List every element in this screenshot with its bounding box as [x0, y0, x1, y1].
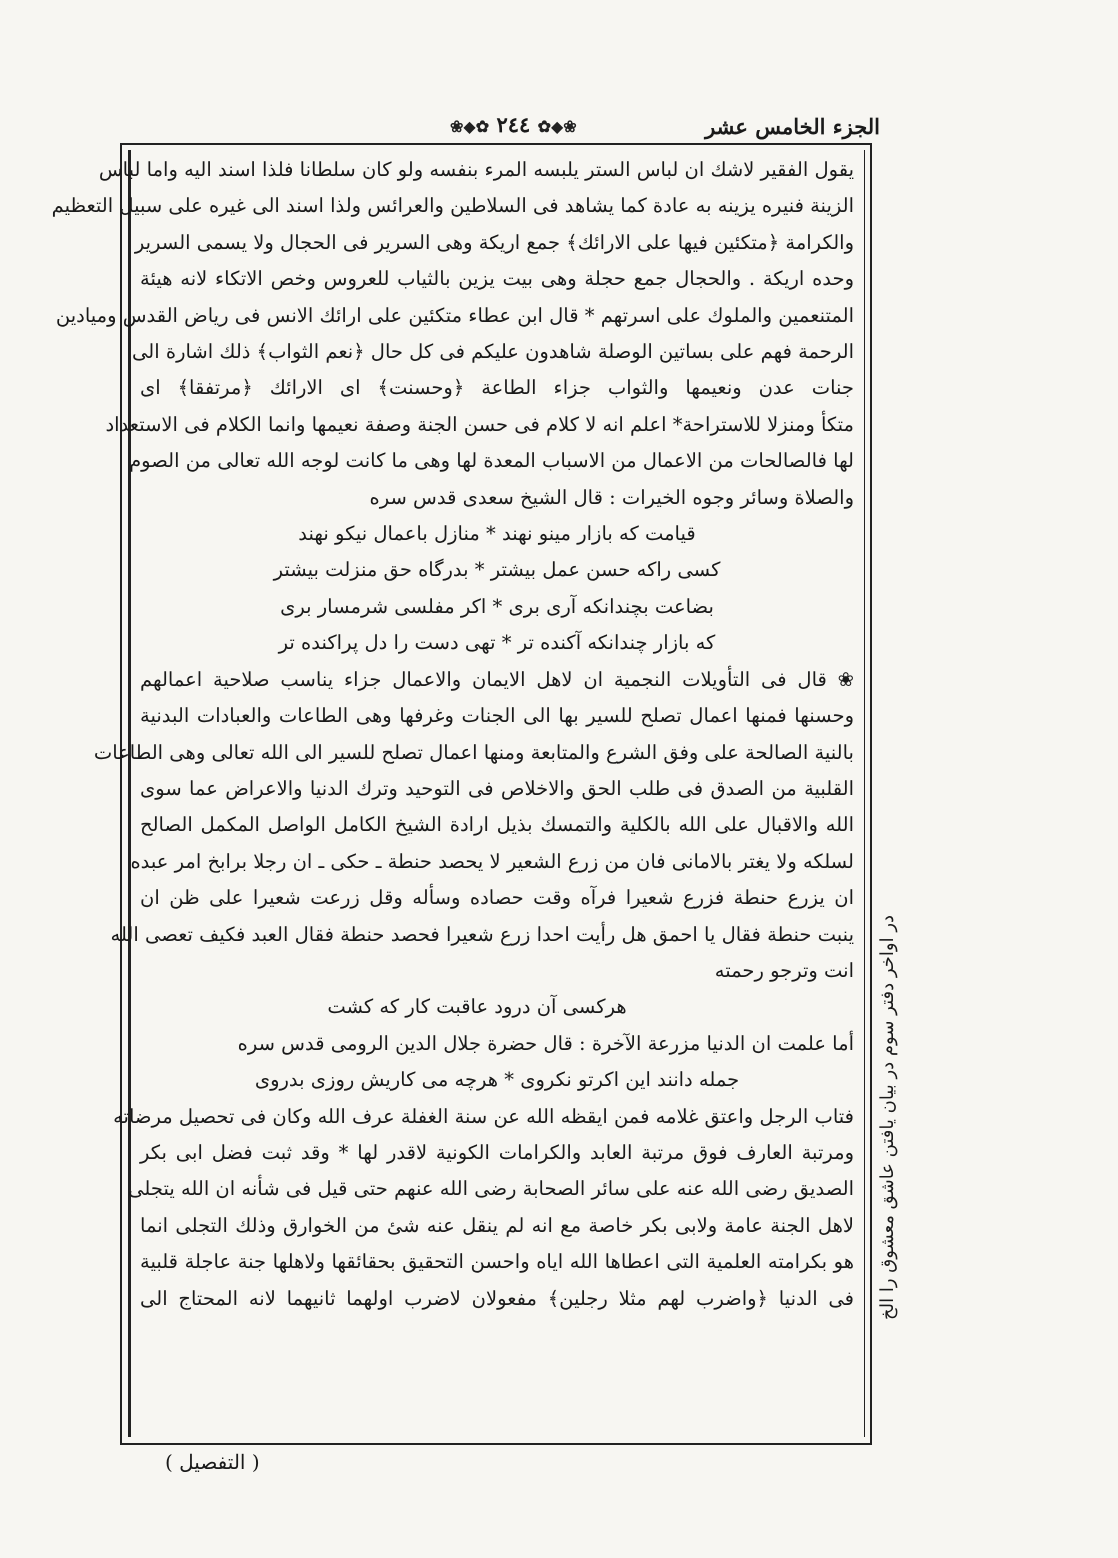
text-line: وحده اريكة . والحجال جمع حجلة وهى بيت يزين بالثياب للعروس وخص الاتكاء لانه هيئة: [140, 267, 854, 291]
text-line: هو بكرامته العلمية التى اعطاها الله اياه واحسن التحقيق بحقائقها ولاهلها جنة عاجلة قلبية: [140, 1250, 854, 1274]
text-line: أما علمت ان الدنيا مزرعة الآخرة : قال حضرة جلال الدين الرومى قدس سره: [237, 1031, 854, 1055]
text-line: فتاب الرجل واعتق غلامه فمن ايقظه الله عن سنة الغفلة عرف الله وكان فى تحصيل مرضاته: [113, 1104, 854, 1128]
text-line: القلبية من الصدق فى طلب الحق والاخلاص فى التوحيد وترك الدنيا والاعراض عما سوى: [140, 776, 854, 800]
text-line: فى الدنيا ﴿واضرب لهم مثلا رجلين﴾ مفعولان لاضرب اولهما ثانيهما لانه المحتاج الى: [140, 1286, 854, 1310]
verse-line: كسى راكه حسن عمل بيشتر * بدرگاه حق منزلت بيشتر: [273, 558, 721, 582]
text-line: ان يزرع حنطة فزرع شعيرا فرآه وقت حصاده وسأله وقل زرعت شعيرا على ظن ان: [140, 886, 854, 910]
running-head: [120, 112, 880, 146]
text-line: وحسنها فمنها اعمال تصلح للسير بها الى الجنات وغرفها وهى الطاعات والعبادات البدنية: [140, 704, 854, 728]
text-line: لها فالصالحات من الاعمال من الاسباب المعدة لها وهى ما كانت لوجه الله تعالى من الصوم: [129, 449, 854, 473]
text-line: والكرامة ﴿متكئين فيها على الارائك﴾ جمع اريكة وهى السرير فى الحجال ولا يسمى السرير: [134, 230, 854, 254]
catchword: ( التفصيل ): [165, 1450, 260, 1474]
text-line: الصديق رضى الله عنه على سائر الصحابة رضى الله عنهم حتى قيل فى شأنه ان الله يتجلى: [128, 1177, 854, 1201]
margin-note-text: در اواخر دفتر سوم در بيان يافتن عاشق معشوق را الخ: [877, 915, 898, 1321]
part-title: الجزء الخامس عشر: [705, 114, 880, 139]
text-line: والصلاة وسائر وجوه الخيرات : قال الشيخ سعدى قدس سره: [369, 485, 854, 509]
verse-line: جمله دانند اين اكرتو نكروى * هرچه مى كاريش روزى بدروى: [254, 1068, 740, 1092]
verse-line: هركسى آن درود عاقبت كار كه كشت: [327, 995, 627, 1019]
text-line: لسلكه ولا يغتر بالامانى فان من زرع الشعير لا يحصد حنطة ـ حكى ـ ان رجلا برابخ امر عبده: [130, 849, 854, 873]
text-line: جنات عدن ونعيمها والثواب جزاء الطاعة ﴿وحسنت﴾ اى الارائك ﴿مرتفقا﴾ اى: [140, 376, 854, 400]
text-line: متكأ ومنزلا للاستراحة* اعلم انه لا كلام فى حسن الجنة وصفة نعيمها وانما الكلام فى الاستعداد: [105, 412, 854, 436]
text-line: الله والاقبال على الله بالكلية والتمسك بذيل ارادة الشيخ الكامل الواصل المكمل الصالح: [140, 813, 854, 837]
text-line: ومرتبة العارف فوق مرتبة العابد والكرامات الكونية لاقدر لها * وقد ثبت فضل ابى بكر: [140, 1140, 854, 1164]
margin-note: [872, 915, 912, 1340]
text-line: ❀ قال فى التأويلات النجمية ان لاهل الايمان والاعمال جزاء يناسب صلاحية اعمالهم: [140, 667, 854, 691]
text-line: المتنعمين والملوك على اسرتهم * قال ابن عطاء متكئين على ارائك الانس فى رياض القدس وميادين: [55, 303, 854, 327]
text-line: الرحمة فهم على بساتين الوصلة شاهدون عليكم فى كل حال ﴿نعم الثواب﴾ ذلك اشارة الى: [132, 340, 854, 364]
verse-line: بضاعت بچندانكه آرى برى * اكر مفلسى شرمسار برى: [280, 594, 714, 618]
page-number: ٢٤٤: [496, 112, 531, 137]
text-line: بالنية الصالحة على وفق الشرع والمتابعة ومنها اعمال تصلح للسير الى الله تعالى وهى الطاعات: [93, 740, 854, 764]
text-line: انت وترجو رحمته: [714, 958, 854, 982]
text-line: يقول الفقير لاشك ان لباس الستر يلبسه المرء بنفسه ولو كان سلطانا فلذا اسند اليه واما لباس: [98, 158, 854, 181]
text-line: الزينة فنيره يزينه به عادة كما يشاهد فى السلاطين والعرائس ولذا اسند الى غيره على سبيل التعظيم: [51, 194, 854, 218]
left-ornament-icon: ❀◆✿: [537, 117, 577, 136]
main-text: [51, 152, 854, 1317]
text-line: ينبت حنطة فقال يا احمق هل رأيت احدا زرع شعيرا فحصد حنطة فقال العبد فكيف تعصى الله: [110, 922, 854, 946]
page-number-group: [450, 112, 577, 137]
verse-line: كه بازار چندانكه آكنده تر * تهى دست را دل پراكنده تر: [278, 631, 716, 655]
right-ornament-icon: ✿◆❀: [450, 117, 490, 136]
verse-line: قيامت كه بازار مينو نهند * منازل باعمال نيكو نهند: [298, 522, 696, 546]
persian-verses-saadi: [140, 516, 854, 662]
text-line: لاهل الجنة عامة ولابى بكر خاصة مع انه لم ينقل عنه شئ من الخوارق وذلك التجلى انما: [140, 1213, 854, 1237]
